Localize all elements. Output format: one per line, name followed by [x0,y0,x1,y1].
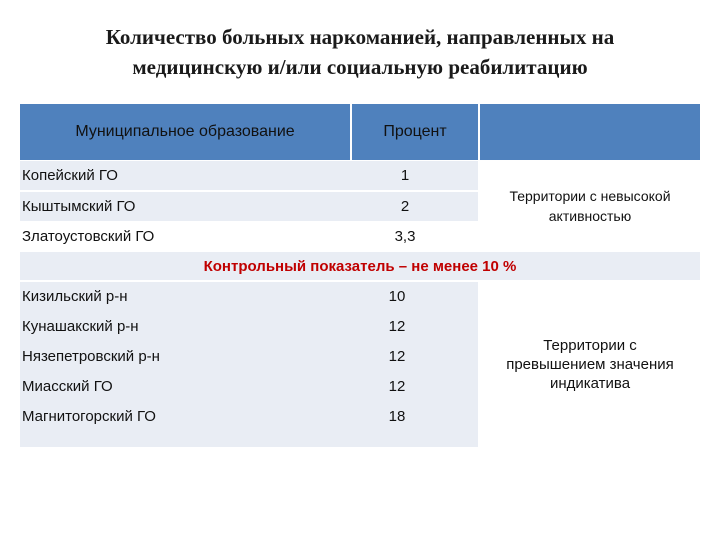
header-percent: Процент [383,123,447,140]
percent-value: 18 [388,408,406,425]
municipality-name: Златоустовский ГО [22,228,155,245]
control-indicator [20,252,700,280]
table-header [20,104,700,160]
percent-value: 12 [388,318,406,335]
group2-note [480,282,700,447]
municipality-name: Миасский ГО [22,378,113,395]
title-line-2: медицинскую и/или социальную реабилитацию [132,55,588,79]
table-row [20,312,478,341]
municipality-name: Кунашакский р-н [22,318,139,335]
municipality-name: Копейский ГО [22,167,118,184]
table-row [20,161,478,190]
municipality-name: Кыштымский ГО [22,198,136,215]
municipality-name: Кизильский р-н [22,288,128,305]
percent-value: 1 [400,167,410,184]
percent-value: 2 [400,198,410,215]
table-row [20,282,478,311]
group1-note [480,161,700,251]
table-row [20,192,478,221]
percent-value: 10 [388,288,406,305]
control-indicator-text: Контрольный показатель – не менее 10 % [203,257,517,275]
group1-note-text: Территории с невысокой активностью [509,188,671,224]
percent-value: 12 [388,378,406,395]
municipality-name: Магнитогорский ГО [22,408,156,425]
title-line-1: Количество больных наркоманией, направленных на [105,25,615,49]
table-row [20,222,478,251]
table-row [20,402,478,431]
table-row [20,372,478,401]
percent-value: 3,3 [394,228,416,245]
table-row [20,342,478,371]
municipality-name: Нязепетровский р-н [22,348,160,365]
percent-value: 12 [388,348,406,365]
header-note [480,104,700,160]
group2-note-text: Территории с превышением значения индикатива [506,337,674,392]
header-municipality: Муниципальное образование [75,123,295,140]
page-title [40,22,680,82]
